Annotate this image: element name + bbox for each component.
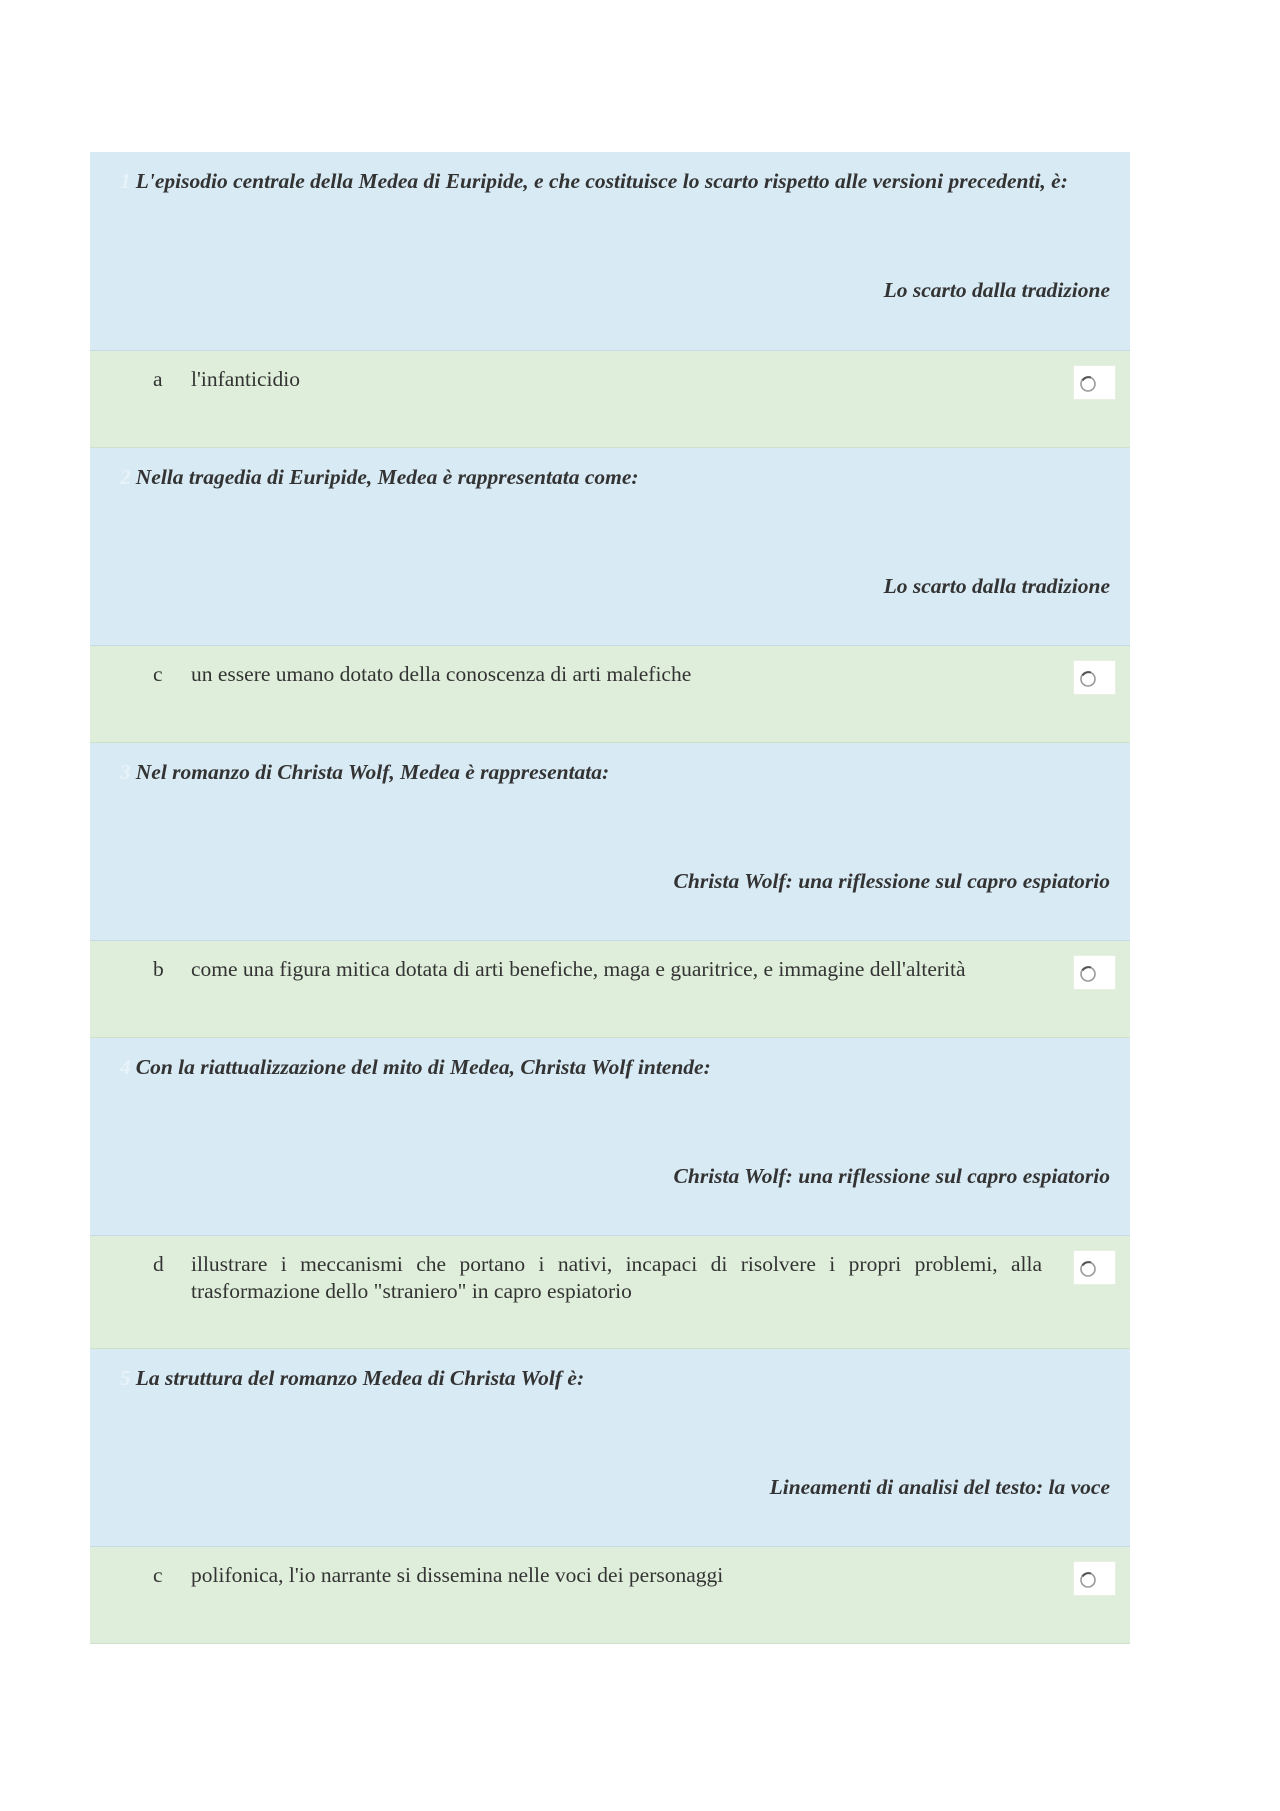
- answer-text: illustrare i meccanismi che portano i nativi, incapaci di risolvere i propri problemi, alla trasformazione dello "straniero" in capro espiatorio: [191, 1252, 1042, 1303]
- answer-row: [90, 351, 1130, 448]
- question-block: [90, 743, 1130, 941]
- question-block: [90, 448, 1130, 646]
- question-block: [90, 1038, 1130, 1236]
- answer-text: un essere umano dotato della conoscenza di arti malefiche: [191, 662, 692, 686]
- radio-button-icon: [1078, 964, 1098, 984]
- answer-row: [90, 646, 1130, 743]
- question-topic: Christa Wolf: una riflessione sul capro espiatorio: [673, 1164, 1110, 1188]
- question-number: 5: [120, 1366, 131, 1390]
- answer-letter: c: [153, 1563, 163, 1587]
- question-text: Nella tragedia di Euripide, Medea è rappresentata come:: [135, 465, 639, 489]
- question-number: 4: [120, 1055, 131, 1079]
- radio-button-icon: [1078, 374, 1098, 394]
- answer-letter: d: [153, 1252, 164, 1276]
- answer-row: [90, 1547, 1130, 1644]
- radio-button-icon: [1078, 1259, 1098, 1279]
- question-number: 1: [120, 169, 131, 193]
- question-text-container: [120, 464, 1116, 491]
- answer-letter: c: [153, 662, 163, 686]
- question-topic: Lo scarto dalla tradizione: [883, 278, 1110, 302]
- question-text-container: [120, 1365, 1116, 1392]
- answer-text: polifonica, l'io narrante si dissemina nelle voci dei personaggi: [191, 1563, 724, 1587]
- answer-text: come una figura mitica dotata di arti benefiche, maga e guaritrice, e immagine dell'alterità: [191, 957, 966, 981]
- answer-radio-button[interactable]: [1073, 955, 1116, 990]
- answer-letter: b: [153, 957, 164, 981]
- question-text: Con la riattualizzazione del mito di Medea, Christa Wolf intende:: [135, 1055, 711, 1079]
- question-topic: Lo scarto dalla tradizione: [883, 574, 1110, 598]
- question-text: Nel romanzo di Christa Wolf, Medea è rappresentata:: [135, 760, 610, 784]
- answer-radio-button[interactable]: [1073, 660, 1116, 695]
- answer-text: l'infanticidio: [191, 367, 300, 391]
- radio-button-icon: [1078, 669, 1098, 689]
- question-topic: Lineamenti di analisi del testo: la voce: [769, 1475, 1110, 1499]
- question-block: [90, 1349, 1130, 1547]
- answer-letter: a: [153, 367, 163, 391]
- question-block: [90, 152, 1130, 351]
- answer-row: [90, 1236, 1130, 1349]
- question-topic: Christa Wolf: una riflessione sul capro espiatorio: [673, 869, 1110, 893]
- quiz-list: [90, 152, 1130, 1644]
- question-text-container: [120, 1054, 1116, 1081]
- question-text: L'episodio centrale della Medea di Euripide, e che costituisce lo scarto rispetto alle versioni precedenti, è:: [135, 169, 1068, 193]
- question-text-container: [120, 168, 1116, 195]
- answer-radio-button[interactable]: [1073, 365, 1116, 400]
- answer-radio-button[interactable]: [1073, 1561, 1116, 1596]
- answer-row: [90, 941, 1130, 1038]
- question-text-container: [120, 759, 1116, 786]
- question-text: La struttura del romanzo Medea di Christa Wolf è:: [135, 1366, 585, 1390]
- answer-radio-button[interactable]: [1073, 1250, 1116, 1285]
- radio-button-icon: [1078, 1570, 1098, 1590]
- question-number: 2: [120, 465, 131, 489]
- question-number: 3: [120, 760, 131, 784]
